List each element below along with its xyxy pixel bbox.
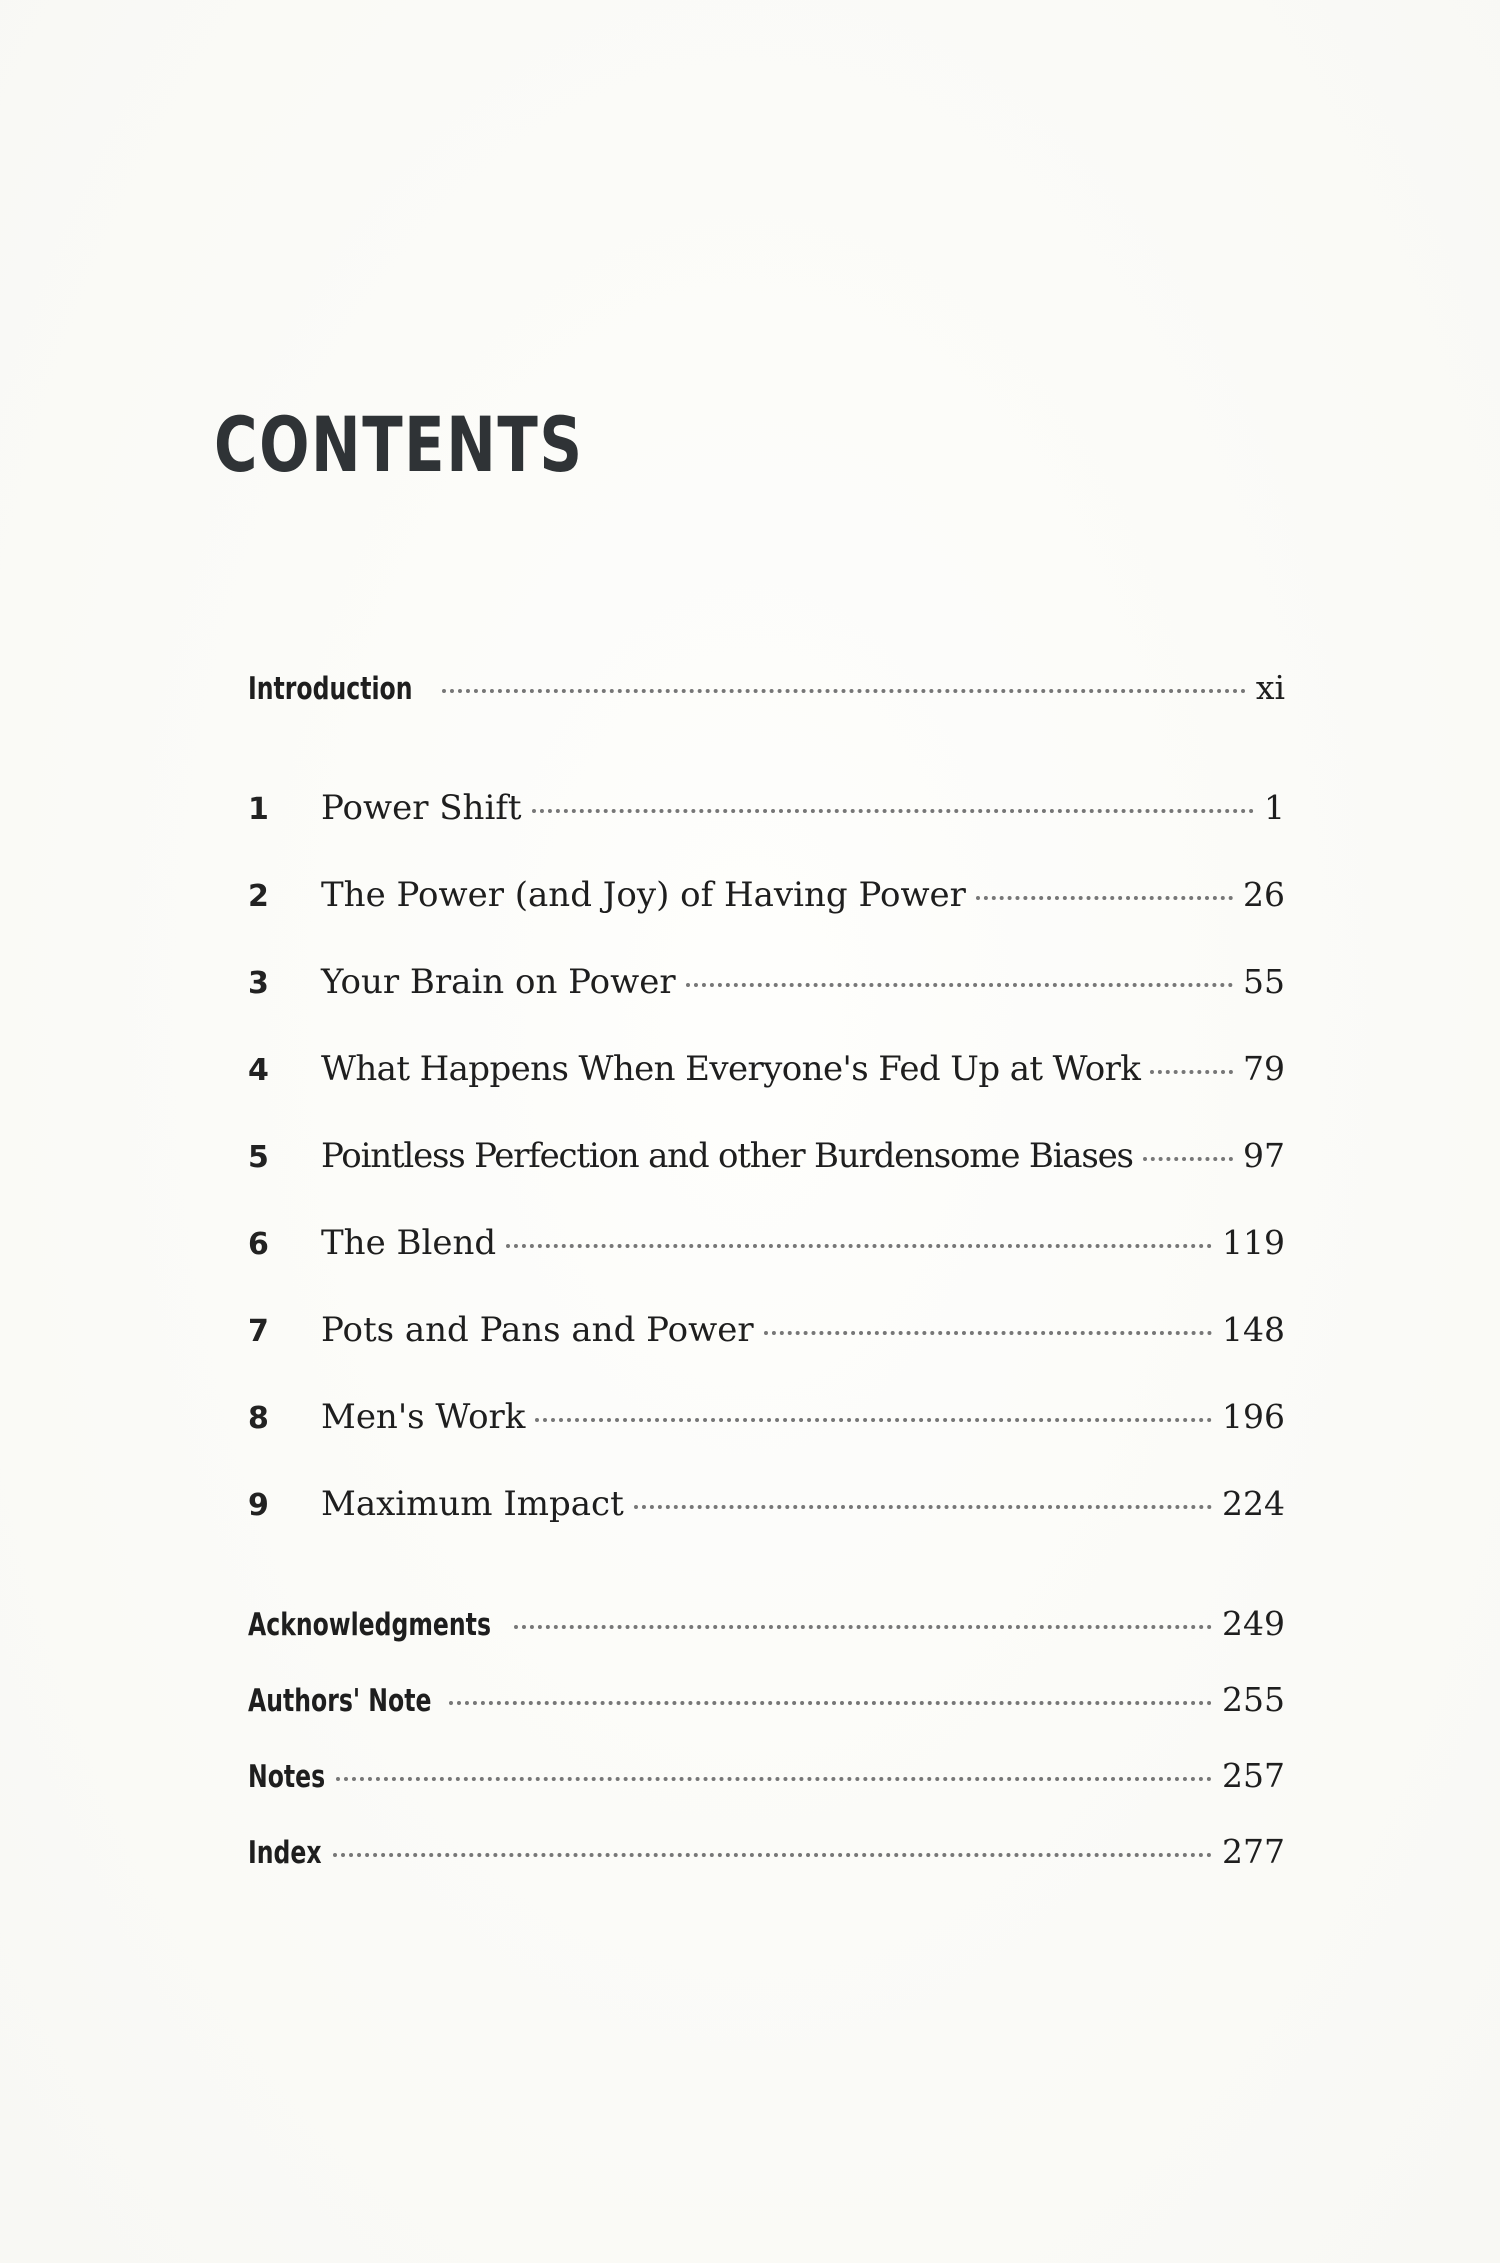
toc-entry-notes[interactable]: [248, 1756, 1285, 1806]
toc-entry-authors-note[interactable]: [248, 1680, 1285, 1730]
chapter-page: 196: [1222, 1397, 1285, 1436]
toc-entry-label: Index: [248, 1835, 322, 1871]
dot-leader: [764, 1331, 1212, 1335]
dot-leader: [976, 896, 1233, 900]
toc-entry-chapter-3[interactable]: [248, 962, 1285, 1012]
chapter-number: 8: [248, 1401, 269, 1436]
chapter-title: What Happens When Everyone's Fed Up at Work: [321, 1049, 1141, 1089]
chapter-number: 7: [248, 1314, 269, 1349]
page-title: CONTENTS: [214, 400, 584, 489]
chapter-title: Pots and Pans and Power: [321, 1310, 754, 1350]
toc-entry-page: 277: [1222, 1832, 1285, 1871]
chapter-page: 26: [1243, 875, 1285, 914]
dot-leader: [1143, 1157, 1233, 1161]
toc-entry-chapter-8[interactable]: [248, 1397, 1285, 1447]
chapter-page: 1: [1264, 788, 1285, 827]
dot-leader: [634, 1505, 1212, 1509]
chapter-title: Men's Work: [321, 1397, 526, 1437]
dot-leader: [442, 689, 1245, 693]
toc-entry-chapter-7[interactable]: [248, 1310, 1285, 1360]
chapter-number: 9: [248, 1488, 269, 1523]
dot-leader: [532, 809, 1254, 813]
toc-entry-label: Acknowledgments: [248, 1607, 491, 1643]
toc-entry-page: 249: [1222, 1604, 1285, 1643]
chapter-number: 6: [248, 1227, 269, 1262]
toc-entry-acknowledgments[interactable]: [248, 1604, 1285, 1654]
chapter-number: 2: [248, 879, 269, 914]
toc-entry-page: 255: [1222, 1680, 1285, 1719]
toc-entry-chapter-1[interactable]: [248, 788, 1285, 838]
chapter-title: The Power (and Joy) of Having Power: [321, 875, 966, 915]
chapter-title: Your Brain on Power: [321, 962, 676, 1002]
toc-entry-page: xi: [1255, 668, 1285, 707]
toc-entry-label: Notes: [248, 1759, 326, 1795]
toc-entry-chapter-9[interactable]: [248, 1484, 1285, 1534]
chapter-page: 79: [1243, 1049, 1285, 1088]
chapter-title: Power Shift: [321, 788, 522, 828]
chapter-page: 97: [1243, 1136, 1285, 1175]
chapter-title: The Blend: [321, 1223, 497, 1263]
toc-entry-chapter-5[interactable]: [248, 1136, 1285, 1186]
chapter-page: 224: [1222, 1484, 1285, 1523]
chapter-number: 3: [248, 966, 269, 1001]
toc-entry-chapter-4[interactable]: [248, 1049, 1285, 1099]
toc-entry-chapter-6[interactable]: [248, 1223, 1285, 1273]
chapter-number: 5: [248, 1140, 269, 1175]
chapter-page: 55: [1243, 962, 1285, 1001]
dot-leader: [686, 983, 1233, 987]
dot-leader: [506, 1244, 1212, 1248]
dot-leader: [1150, 1070, 1233, 1074]
dot-leader: [333, 1853, 1212, 1857]
chapter-title: Pointless Perfection and other Burdensome Biases: [321, 1136, 1133, 1176]
toc-entry-index[interactable]: [248, 1832, 1285, 1882]
dot-leader: [535, 1418, 1212, 1422]
dot-leader: [514, 1625, 1212, 1629]
dot-leader: [336, 1777, 1212, 1781]
toc-entry-label: Authors' Note: [248, 1683, 432, 1719]
toc-entry-label: Introduction: [248, 671, 413, 707]
chapter-page: 119: [1222, 1223, 1285, 1262]
toc-entry-chapter-2[interactable]: [248, 875, 1285, 925]
dot-leader: [449, 1701, 1212, 1705]
toc-entry-introduction[interactable]: [248, 668, 1285, 718]
toc-entry-page: 257: [1222, 1756, 1285, 1795]
chapter-title: Maximum Impact: [321, 1484, 624, 1524]
chapter-number: 1: [248, 792, 269, 827]
chapter-number: 4: [248, 1053, 269, 1088]
chapter-page: 148: [1222, 1310, 1285, 1349]
